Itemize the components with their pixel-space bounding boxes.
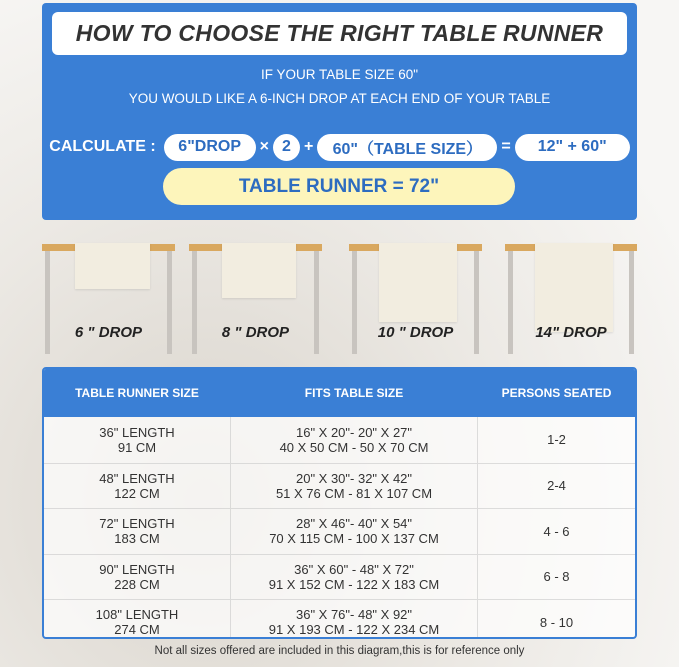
runner-length: 90" LENGTH: [99, 561, 175, 577]
fit-inches: 36" X 60" - 48" X 72": [294, 561, 414, 577]
table-row: [44, 417, 635, 463]
runner: [75, 243, 150, 289]
drop-label: 6 " DROP: [74, 324, 143, 341]
runner-size-cell: [44, 607, 230, 637]
header-fits-table-size: FITS TABLE SIZE: [304, 386, 404, 400]
runner: [379, 243, 457, 322]
multiplier-pill: 2: [273, 134, 300, 161]
fit-cm: 51 X 76 CM - 81 X 107 CM: [275, 485, 433, 501]
runner-size-cell: [44, 562, 230, 592]
runner-cm: 91 CM: [117, 439, 157, 455]
page-title: HOW TO CHOOSE THE RIGHT TABLE RUNNER: [52, 12, 627, 55]
fits-table-cell: [230, 600, 478, 639]
table-row: [44, 599, 635, 639]
example-line-2: YOU WOULD LIKE A 6-INCH DROP AT EACH END OF YOUR TABLE: [128, 91, 551, 106]
fit-inches: 28" X 46"- 40" X 54": [295, 516, 413, 532]
persons-cell: 1-2: [547, 432, 566, 448]
fit-cm: 70 X 115 CM - 100 X 137 CM: [269, 531, 439, 547]
drop-illustration-8: [189, 244, 322, 354]
fit-cm: 40 X 50 CM - 50 X 70 CM: [279, 439, 429, 455]
runner-length: 36" LENGTH: [99, 424, 175, 440]
header-runner-size: TABLE RUNNER SIZE: [75, 386, 199, 400]
fits-table-cell: [230, 464, 478, 509]
runner-cm: 183 CM: [114, 531, 160, 547]
size-table: [42, 367, 637, 639]
fits-table-cell: [230, 417, 478, 463]
runner-cm: 228 CM: [114, 576, 160, 592]
runner-cm: 122 CM: [114, 485, 160, 501]
fit-cm: 91 X 152 CM - 122 X 183 CM: [268, 576, 440, 592]
example-line-1: IF YOUR TABLE SIZE 60": [260, 67, 419, 82]
drop-label: 8 " DROP: [221, 324, 290, 341]
fit-inches: 20" X 30"- 32" X 42": [295, 470, 413, 486]
equals-sign: =: [501, 138, 511, 155]
drop-label: 10 " DROP: [377, 324, 454, 341]
calculate-label: CALCULATE :: [49, 138, 156, 155]
drop-illustration-6: [42, 244, 175, 354]
persons-cell: 2-4: [547, 478, 566, 494]
result-pill: TABLE RUNNER = 72": [163, 168, 515, 205]
runner: [222, 243, 296, 298]
fit-inches: 16" X 20"- 20" X 27": [295, 424, 413, 440]
persons-cell: 4 - 6: [543, 523, 570, 539]
runner-length: 72" LENGTH: [99, 516, 175, 532]
persons-cell: 6 - 8: [543, 569, 570, 585]
footnote: Not all sizes offered are included in this diagram,this is for reference only: [154, 645, 525, 657]
runner-size-cell: [44, 471, 230, 501]
persons-cell: 8 - 10: [539, 614, 574, 630]
drop-pill: 6"DROP: [164, 134, 256, 161]
drop-illustration-10: [349, 244, 482, 354]
table-row: [44, 463, 635, 509]
drop-illustration-14: [505, 244, 637, 354]
fits-table-cell: [230, 509, 478, 554]
times-sign: ×: [259, 138, 269, 155]
fits-table-cell: [230, 555, 478, 600]
runner-cm: 274 CM: [114, 622, 160, 638]
formula: [42, 133, 637, 161]
drop-label: 14" DROP: [535, 324, 607, 341]
runner-size-cell: [44, 425, 230, 455]
header-persons-seated: PERSONS SEATED: [501, 386, 612, 400]
table-row: [44, 508, 635, 554]
table-row: [44, 554, 635, 600]
runner-size-cell: [44, 516, 230, 546]
fit-cm: 91 X 193 CM - 122 X 234 CM: [268, 622, 440, 638]
sum-pill: 12" + 60": [515, 134, 630, 161]
runner: [535, 243, 613, 332]
fit-inches: 36" X 76"- 48" X 92": [295, 607, 413, 623]
table-header: [44, 369, 635, 417]
runner-length: 108" LENGTH: [95, 607, 179, 623]
table-size-pill: 60"（TABLE SIZE）: [317, 134, 497, 161]
runner-length: 48" LENGTH: [99, 470, 175, 486]
calculation-panel: [42, 3, 637, 220]
plus-sign: +: [304, 138, 314, 155]
